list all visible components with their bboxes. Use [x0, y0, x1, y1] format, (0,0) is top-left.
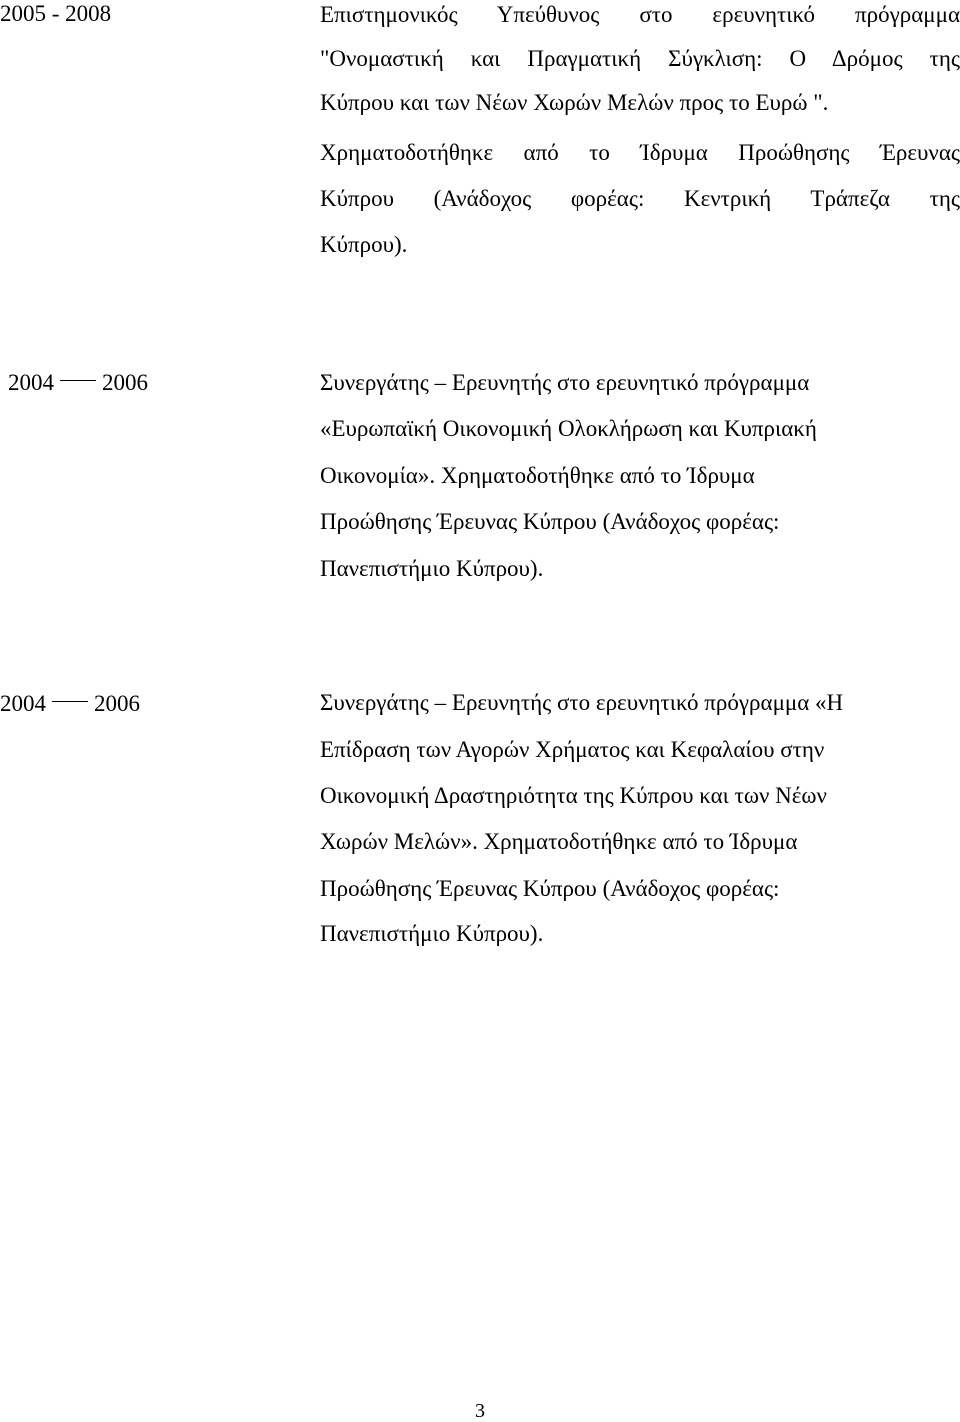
description-line: Κύπρου (Ανάδοχος φορέας: Κεντρική Τράπεζα της: [320, 186, 960, 211]
page-number: 3: [475, 1400, 485, 1422]
description-line: Προώθησης Έρευνας Κύπρου (Ανάδοχος φορέας:: [320, 876, 780, 901]
date-dash: [60, 380, 96, 381]
description-line: Χρηματοδοτήθηκε από το Ίδρυμα Προώθησης Έρευνας: [320, 140, 960, 165]
entry-date: 2005 - 2008: [0, 1, 112, 26]
description-line: Επιστημονικός Υπεύθυνος στο ερευνητικό πρόγραμμα: [320, 2, 960, 27]
description-line: Κύπρου).: [320, 232, 408, 257]
description-line: Πανεπιστήμιο Κύπρου).: [320, 921, 544, 946]
entry-date: [8, 371, 148, 395]
date-start: 2004: [8, 370, 54, 395]
date-end: 2006: [94, 691, 140, 716]
date-end: 2006: [102, 370, 148, 395]
description-line: «Ευρωπαϊκή Οικονομική Ολοκλήρωση και Κυπριακή: [320, 416, 817, 441]
description-line: Οικονομική Δραστηριότητα της Κύπρου και των Νέων: [320, 783, 827, 808]
description-line: Συνεργάτης – Ερευνητής στο ερευνητικό πρόγραμμα «Η: [320, 690, 844, 715]
description-line: Κύπρου και των Νέων Χωρών Μελών προς το Ευρώ ".: [320, 90, 829, 115]
description-line: Οικονομία». Χρηματοδοτήθηκε από το Ίδρυμα: [320, 463, 755, 488]
entry-date: [0, 692, 140, 716]
description-line: Επίδραση των Αγορών Χρήματος και Κεφαλαίου στην: [320, 737, 825, 762]
description-line: Πανεπιστήμιο Κύπρου).: [320, 556, 544, 581]
description-line: Προώθησης Έρευνας Κύπρου (Ανάδοχος φορέας:: [320, 509, 780, 534]
description-line: Χωρών Μελών». Χρηματοδοτήθηκε από το Ίδρυμα: [320, 829, 798, 854]
date-dash: [52, 701, 88, 702]
description-line: Συνεργάτης – Ερευνητής στο ερευνητικό πρόγραμμα: [320, 370, 810, 395]
date-start: 2004: [0, 691, 46, 716]
description-line: "Ονομαστική και Πραγματική Σύγκλιση: Ο Δρόμος της: [320, 46, 960, 71]
